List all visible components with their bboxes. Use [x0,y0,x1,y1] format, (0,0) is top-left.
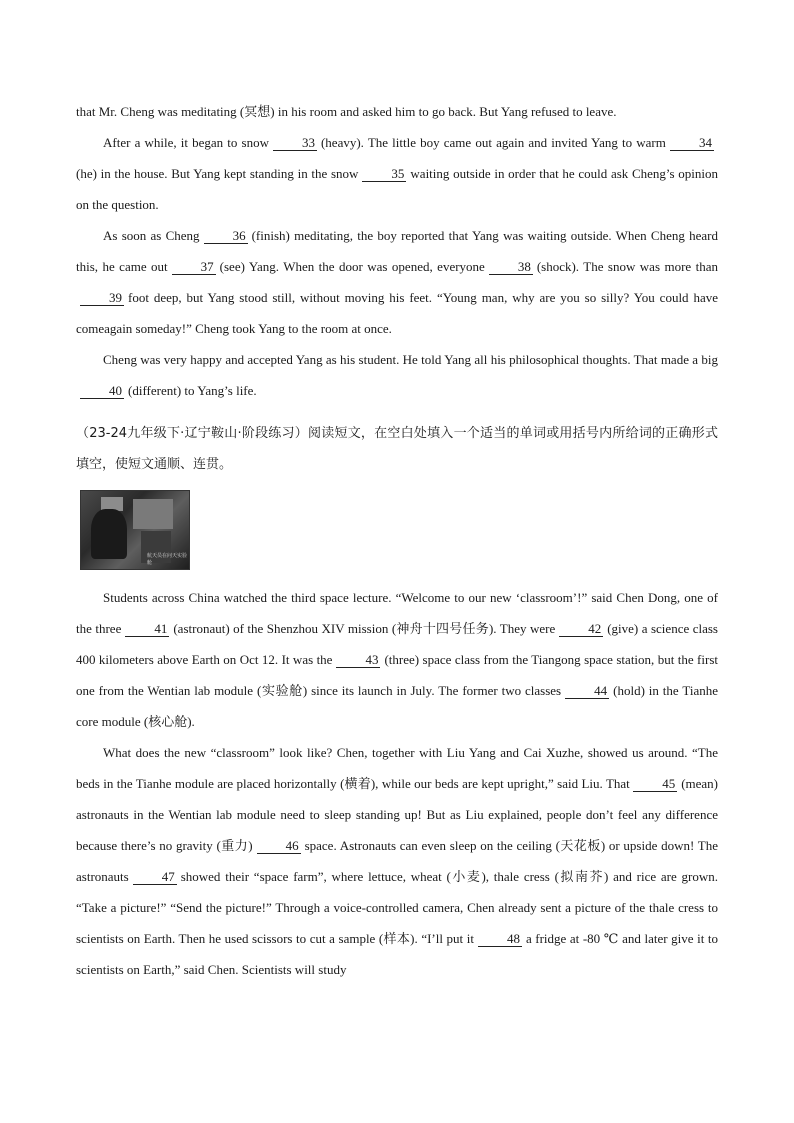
blank-38[interactable]: 38 [489,260,533,275]
blank-40[interactable]: 40 [80,384,124,399]
blank-45[interactable]: 45 [633,777,677,792]
blank-48[interactable]: 48 [478,932,522,947]
text-run: (hold) in the Tianhe core module (核心舱). [76,683,718,729]
text-run: (three) space class from the Tiangong space station, but the first one from the Wentian lab module (实验舱) since its launch in July. The former two classes [76,652,718,698]
blank-47[interactable]: 47 [133,870,177,885]
text-run: (give) a science class 400 kilometers above Earth on Oct 12. It was the [76,621,718,667]
text-run: Students across China watched the third space lecture. “Welcome to our new ‘classroom’!” said Chen Dong, one of the three [76,590,718,636]
text-run: foot deep, but Yang stood still, without moving his feet. “Young man, why are you so silly? You could have comeagain someday!” Cheng took Yang to the room at once. [76,290,718,336]
photo-detail [133,499,173,529]
blank-34[interactable]: 34 [670,136,714,151]
text-run: (mean) astronauts in the Wentian lab module need to sleep standing up! But as Liu explained, people don’t feel any difference because there’s no gravity (重力) [76,776,718,853]
photo-caption: 航天员在问天实验舱 [147,553,188,566]
text-run: space. Astronauts can even sleep on the ceiling (天花板) or upside down! The astronauts [76,838,719,884]
text-run: (finish) meditating, the boy reported that Yang was waiting outside. When Cheng heard this, he came out [76,228,718,274]
astronaut-photo [80,490,190,570]
blank-44[interactable]: 44 [565,684,609,699]
text-run: a fridge at -80 ℃ and later give it to scientists on Earth,” said Chen. Scientists will study [76,931,718,977]
blank-41[interactable]: 41 [125,622,169,637]
text-run: As soon as Cheng [103,228,200,243]
blank-33[interactable]: 33 [273,136,317,151]
text-run: (shock). The snow was more than [536,259,718,274]
text-run: What does the new “classroom” look like? Chen, together with Liu Yang and Cai Xuzhe, showed us around. “The beds in the Tianhe module are placed horizontally (横着), while our beds are kept upright,” said Liu. That [76,745,718,791]
text-run: waiting outside in order that he could ask Cheng’s opinion on the question. [76,166,718,212]
passage2-paragraph-2 [76,737,718,985]
passage1-paragraph-2 [76,127,718,220]
document-page [76,96,718,985]
blank-39[interactable]: 39 [80,291,124,306]
passage1-paragraph-1: that Mr. Cheng was meditating (冥想) in his room and asked him to go back. But Yang refused to leave. [76,104,617,119]
section-gap [76,406,718,418]
blank-46[interactable]: 46 [257,839,301,854]
text-run: After a while, it began to snow [103,135,269,150]
passage1-paragraph-3 [76,220,718,344]
blank-35[interactable]: 35 [362,167,406,182]
text-run: (heavy). The little boy came out again and invited Yang to warm [320,135,666,150]
passage2-paragraph-1 [76,582,718,737]
blank-37[interactable]: 37 [172,260,216,275]
blank-42[interactable]: 42 [559,622,603,637]
text-run: (see) Yang. When the door was opened, everyone [219,259,485,274]
text-run: Cheng was very happy and accepted Yang as his student. He told Yang all his philosophical thoughts. That made a big [103,352,718,367]
question-instruction: （23-24九年级下·辽宁鞍山·阶段练习）阅读短文，在空白处填入一个适当的单词或用括号内所给词的正确形式填空，使短文通顺、连贯。 [76,426,718,472]
photo-detail [91,509,127,559]
passage1-paragraph-4 [76,344,718,406]
blank-43[interactable]: 43 [336,653,380,668]
text-run: (he) in the house. But Yang kept standing in the snow [76,166,359,181]
text-run: showed their “space farm”, where lettuce, wheat (小麦), thale cress (拟南芥) and rice are grown. “Take a picture!” “Send the picture!” Through a voice-controlled camera, Chen already sent a picture of the thale cress to scientists on Earth. Then he used scissors to cut a sample (样本). “I’ll put it [76,869,718,946]
blank-36[interactable]: 36 [204,229,248,244]
text-run: (astronaut) of the Shenzhou XIV mission (神舟十四号任务). They were [173,621,556,636]
text-run: (different) to Yang’s life. [128,383,257,398]
